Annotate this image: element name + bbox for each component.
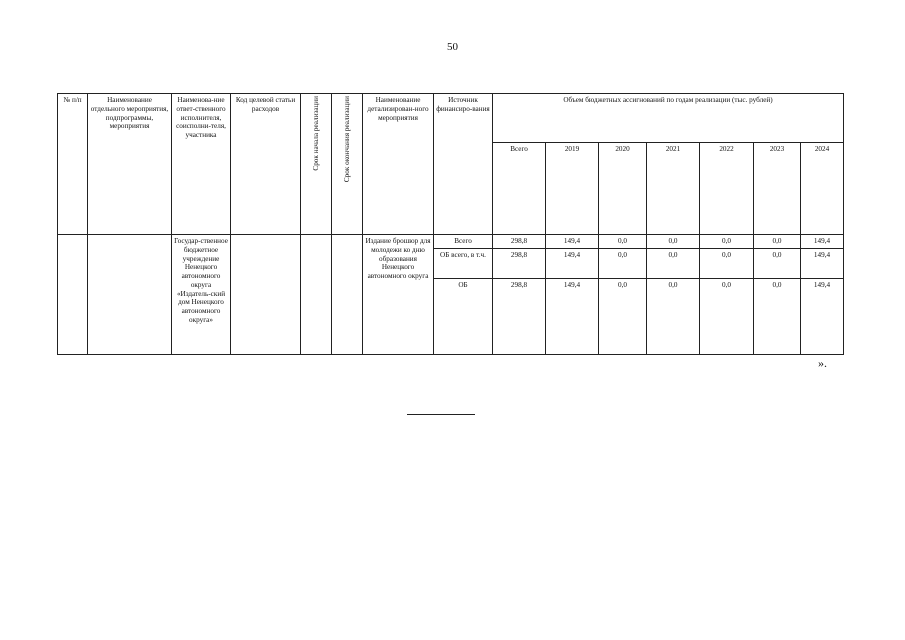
cell-value: 0,0 <box>647 235 700 249</box>
cell-source: Всего <box>434 235 493 249</box>
cell-code <box>231 235 301 355</box>
header-year-2024: 2024 <box>801 143 844 235</box>
cell-value: 0,0 <box>647 278 700 354</box>
cell-value: 0,0 <box>754 248 801 278</box>
cell-source: ОБ <box>434 278 493 354</box>
cell-end <box>332 235 363 355</box>
cell-value: 149,4 <box>546 248 599 278</box>
table-row <box>58 235 844 249</box>
cell-executor: Государ-ственное бюджетное учреждение Ненецкого автономного округа «Издатель-ский дом Ненецкого автономного округа» <box>172 235 231 355</box>
cell-value: 298,8 <box>493 278 546 354</box>
divider-line <box>407 414 475 415</box>
cell-num <box>58 235 88 355</box>
cell-value: 0,0 <box>700 248 754 278</box>
header-num: № п/п <box>58 94 88 235</box>
header-year-2019: 2019 <box>546 143 599 235</box>
header-end-cell <box>332 94 363 235</box>
header-executor: Наименова-ние ответ-ственного исполнителя, соисполни-теля, участника <box>172 94 231 235</box>
cell-value: 0,0 <box>754 278 801 354</box>
cell-value: 0,0 <box>647 248 700 278</box>
header-source: Источник финансиро-вания <box>434 94 493 235</box>
cell-event-name <box>88 235 172 355</box>
header-year-2021: 2021 <box>647 143 700 235</box>
cell-value: 149,4 <box>801 248 844 278</box>
cell-value: 0,0 <box>599 235 647 249</box>
header-year-2020: 2020 <box>599 143 647 235</box>
header-start: Срок начала реализации <box>311 96 320 171</box>
cell-source: ОБ всего, в т.ч. <box>434 248 493 278</box>
cell-value: 0,0 <box>599 278 647 354</box>
cell-value: 0,0 <box>599 248 647 278</box>
header-code: Код целевой статьи расходов <box>231 94 301 235</box>
header-start-cell <box>301 94 332 235</box>
cell-value: 149,4 <box>801 278 844 354</box>
budget-table <box>57 93 844 355</box>
cell-value: 0,0 <box>700 278 754 354</box>
cell-value: 149,4 <box>546 235 599 249</box>
cell-value: 0,0 <box>700 235 754 249</box>
cell-detail-name: Издание брошюр для молодежи ко дню образования Ненецкого автономного округа <box>363 235 434 355</box>
cell-value: 149,4 <box>546 278 599 354</box>
header-year-2022: 2022 <box>700 143 754 235</box>
cell-value: 0,0 <box>754 235 801 249</box>
header-year-total: Всего <box>493 143 546 235</box>
cell-value: 298,8 <box>493 235 546 249</box>
cell-start <box>301 235 332 355</box>
closing-quote: ». <box>818 356 827 370</box>
cell-value: 149,4 <box>801 235 844 249</box>
page-number: 50 <box>447 41 458 53</box>
header-detail-name: Наименование детализирован-ного мероприятия <box>363 94 434 235</box>
header-end: Срок окончания реализации <box>342 96 351 183</box>
header-year-2023: 2023 <box>754 143 801 235</box>
header-volume: Объем бюджетных ассигнований по годам реализации (тыс. рублей) <box>493 94 844 143</box>
header-event-name: Наименование отдельного мероприятия, подпрограммы, мероприятия <box>88 94 172 235</box>
cell-value: 298,8 <box>493 248 546 278</box>
